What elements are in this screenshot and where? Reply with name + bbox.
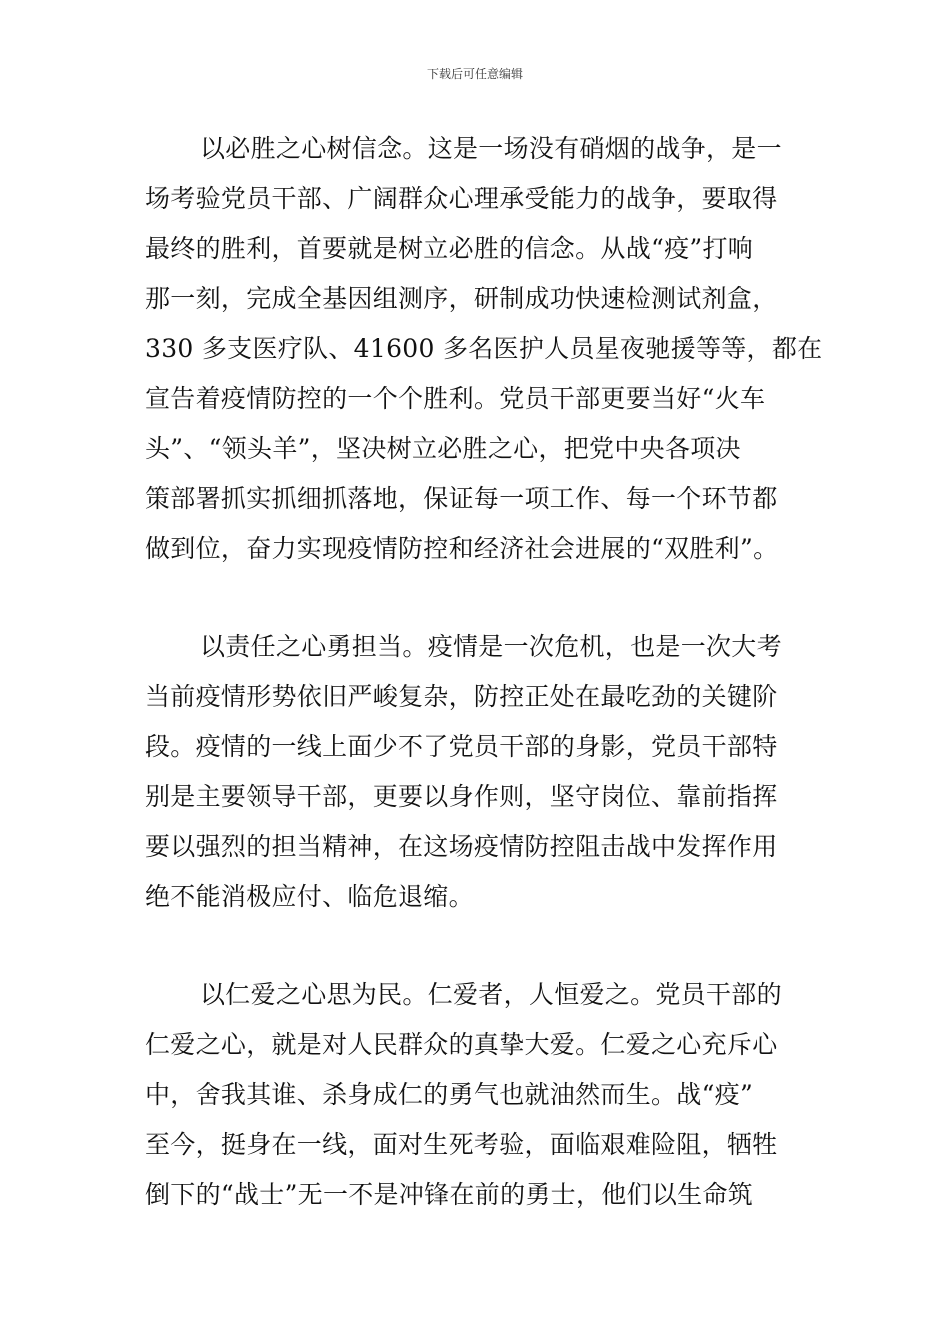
paragraph-line: 那一刻，完成全基因组测序，研制成功快速检测试剂盒， bbox=[145, 284, 778, 313]
paragraph-line: 仁爱之心，就是对人民群众的真挚大爱。仁爱之心充斥心 bbox=[145, 1030, 778, 1059]
paragraph-line: 别是主要领导干部，更要以身作则，坚守岗位、靠前指挥 bbox=[145, 782, 778, 811]
paragraph-line: 以责任之心勇担当。疫情是一次危机，也是一次大考 bbox=[200, 632, 782, 661]
paragraph-line: 场考验党员干部、广阔群众心理承受能力的战争，要取得 bbox=[145, 184, 778, 213]
paragraph-line: 宣告着疫情防控的一个个胜利。党员干部更要当好“火车 bbox=[145, 384, 766, 413]
paragraph-line: 头”、“领头羊”，坚决树立必胜之心，把党中央各项决 bbox=[145, 434, 741, 463]
paragraph-line: 以仁爱之心思为民。仁爱者，人恒爱之。党员干部的 bbox=[200, 980, 782, 1009]
paragraph-line: 330 多支医疗队、41600 多名医护人员星夜驰援等等，都在 bbox=[145, 334, 823, 363]
paragraph-confidence bbox=[145, 124, 823, 574]
paragraph-line: 中，舍我其谁、杀身成仁的勇气也就油然而生。战“疫” bbox=[145, 1080, 754, 1109]
paragraph-line: 做到位，奋力实现疫情防控和经济社会进展的“双胜利”。 bbox=[145, 534, 779, 563]
document-body bbox=[145, 124, 823, 1268]
paragraph-line: 要以强烈的担当精神，在这场疫情防控阻击战中发挥作用 bbox=[145, 832, 778, 861]
page-header: 下载后可任意编辑 bbox=[426, 67, 523, 81]
paragraph-line: 策部署抓实抓细抓落地，保证每一项工作、每一个环节都 bbox=[145, 484, 778, 513]
paragraph-line: 段。疫情的一线上面少不了党员干部的身影，党员干部特 bbox=[145, 732, 778, 761]
paragraph-line: 绝不能消极应付、临危退缩。 bbox=[145, 882, 474, 911]
paragraph-line: 至今，挺身在一线，面对生死考验，面临艰难险阻，牺牲 bbox=[145, 1130, 778, 1159]
paragraph-line: 以必胜之心树信念。这是一场没有硝烟的战争，是一 bbox=[200, 134, 782, 163]
paragraph-line: 当前疫情形势依旧严峻复杂，防控正处在最吃劲的关键阶 bbox=[145, 682, 778, 711]
paragraph-line: 倒下的“战士”无一不是冲锋在前的勇士，他们以生命筑 bbox=[145, 1180, 754, 1209]
paragraph-benevolence bbox=[145, 970, 810, 1220]
paragraph-responsibility bbox=[145, 622, 810, 922]
paragraph-line: 最终的胜利，首要就是树立必胜的信念。从战“疫”打响 bbox=[145, 234, 754, 263]
